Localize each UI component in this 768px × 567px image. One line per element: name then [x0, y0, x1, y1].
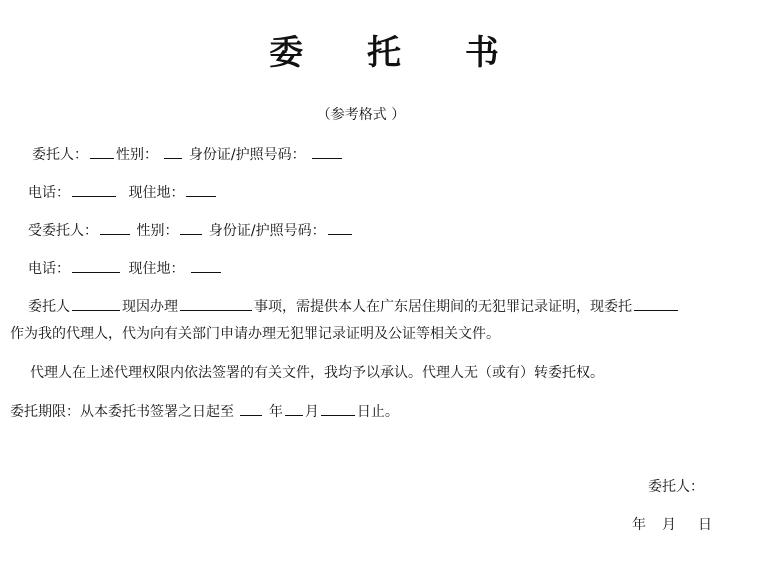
principal-contact-line	[28, 182, 218, 203]
p3-part1: 委托期限：从本委托书签署之日起至	[10, 404, 234, 420]
agent-name-blank	[100, 220, 130, 235]
agent-id-label: 身份证/护照号码：	[208, 223, 326, 239]
principal-address-blank	[186, 182, 216, 197]
signature-month: 月	[662, 517, 676, 533]
agent-contact-line	[28, 258, 223, 279]
principal-gender-label: 性别：	[116, 147, 158, 163]
principal-phone-label: 电话：	[28, 185, 70, 201]
p1-agent-blank	[634, 296, 678, 311]
document-title: 委 托 书	[269, 33, 525, 73]
agent-label: 受委托人：	[28, 223, 98, 239]
p1-part1: 委托人	[28, 299, 70, 315]
principal-name-blank	[90, 144, 114, 159]
p3-month-blank	[285, 401, 303, 416]
principal-info-line	[32, 144, 344, 165]
signature-date	[632, 515, 712, 535]
agent-gender-blank	[180, 220, 202, 235]
agent-phone-blank	[72, 258, 120, 273]
body-paragraph-2: 代理人在上述代理权限内依法签署的有关文件，我均予以承认。代理人无（或有）转委托权。	[30, 365, 604, 381]
agent-address-label: 现住地：	[128, 261, 185, 277]
agent-address-blank	[191, 258, 221, 273]
signature-day: 日	[698, 517, 712, 533]
agent-phone-label: 电话：	[28, 261, 70, 277]
principal-id-label: 身份证/护照号码：	[188, 147, 306, 163]
body-paragraph-1-cont: 作为我的代理人，代为向有关部门申请办理无犯罪记录证明及公证等相关文件。	[10, 326, 500, 342]
p1-matter-blank	[180, 296, 252, 311]
document-subtitle: （参考格式 ）	[316, 107, 406, 123]
p3-month: 月	[304, 404, 319, 420]
principal-id-blank	[312, 144, 342, 159]
signature-year: 年	[632, 517, 646, 533]
agent-gender-label: 性别：	[136, 223, 179, 239]
principal-gender-blank	[164, 144, 182, 159]
principal-address-label: 现住地：	[128, 185, 185, 201]
principal-label: 委托人：	[32, 147, 88, 163]
p3-day-blank	[321, 401, 355, 416]
principal-phone-blank	[72, 182, 116, 197]
signature-label: 委托人：	[648, 479, 704, 495]
p1-principal-blank	[72, 296, 120, 311]
agent-id-blank	[328, 220, 352, 235]
p3-year-blank	[240, 401, 262, 416]
p1-part2: 现因办理	[122, 299, 178, 315]
p3-day: 日止。	[356, 404, 399, 420]
p3-year: 年	[268, 404, 283, 420]
body-paragraph-3	[10, 401, 399, 422]
p1-part3: 事项，需提供本人在广东居住期间的无犯罪记录证明，现委托	[254, 299, 632, 315]
body-paragraph-1	[28, 296, 680, 317]
agent-info-line	[28, 220, 354, 241]
